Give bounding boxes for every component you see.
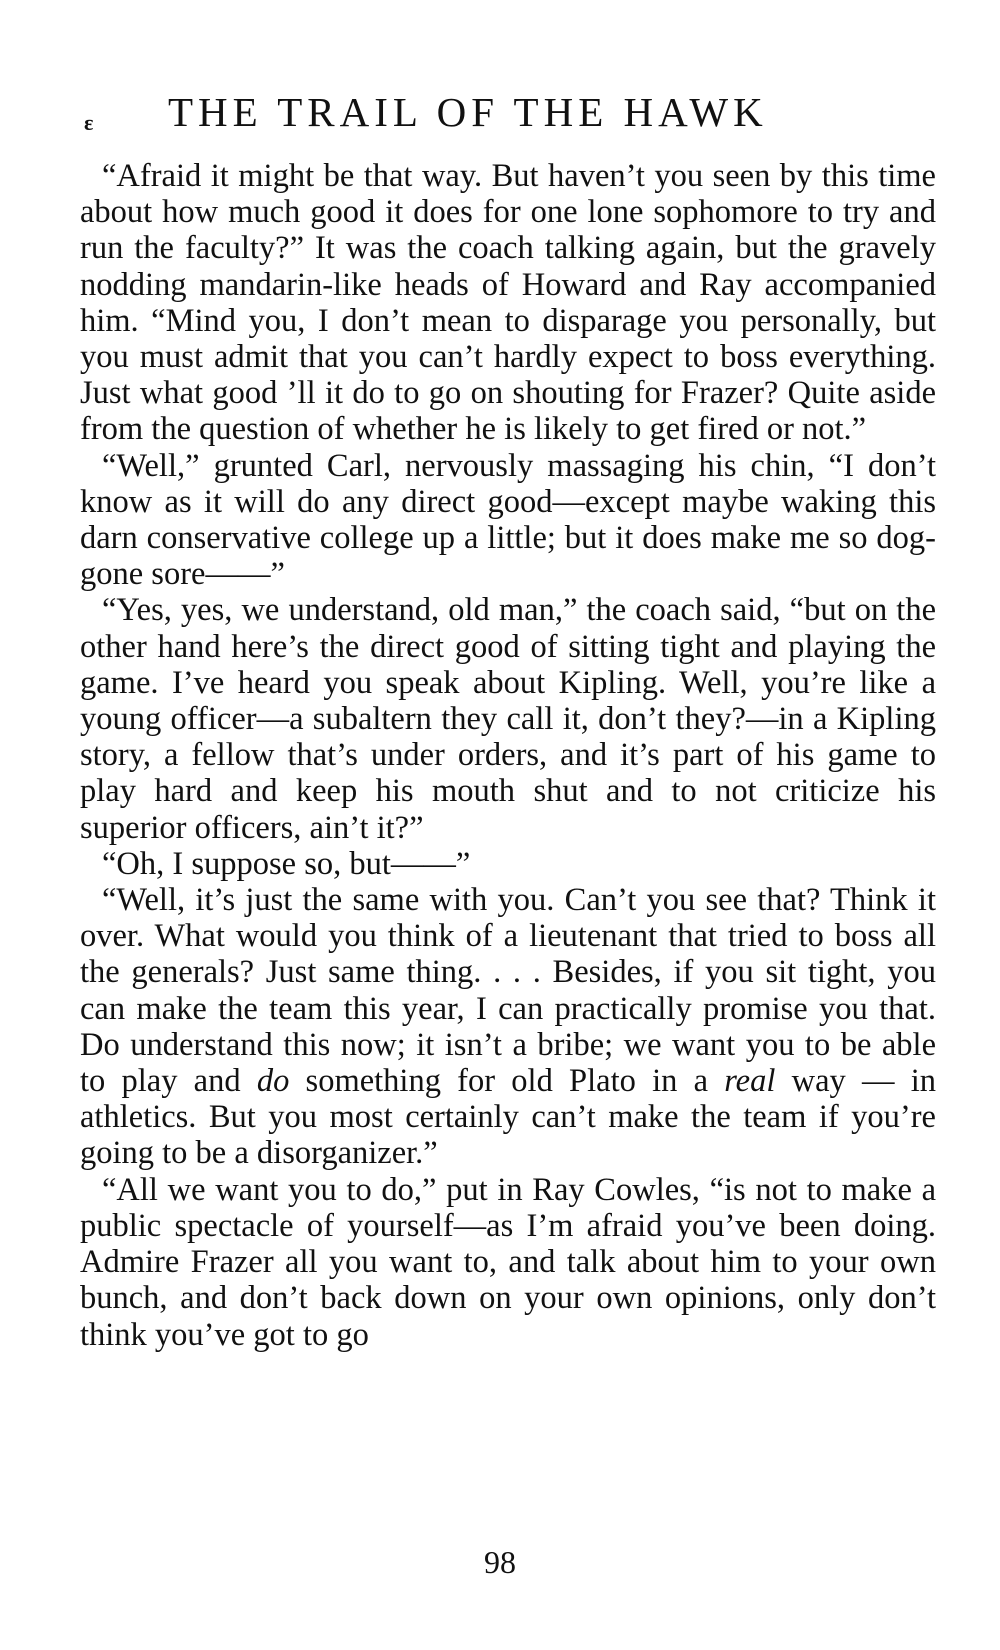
text-run: something for old Plato in a xyxy=(289,1063,725,1100)
page-number: 98 xyxy=(484,1544,516,1580)
italic-text: do xyxy=(256,1063,290,1100)
text-run: “Oh, I suppose so, but——” xyxy=(102,845,471,882)
paragraph xyxy=(80,846,936,882)
running-title: THE TRAIL OF THE HAWK xyxy=(168,89,768,135)
text-run: “Afraid it might be that way. But haven’t you seen by this time about how much good it does for one lone sophomore to try and run the faculty?” It was the coach talking again, but the gravely nodding mandarin-like heads of Howard and Ray accompanied him. “Mind you, I don’t mean to disparage you personally, but you must admit that you can’t hardly expect to boss everything. Just what good ’ll it do to go on shouting for Frazer? Quite aside from the question of whether he is likely to get fired or not.” xyxy=(80,158,936,448)
paragraph xyxy=(80,882,936,1172)
paragraph xyxy=(80,448,936,593)
body-text xyxy=(80,158,936,1353)
paragraph xyxy=(80,592,936,845)
text-run: “Well,” grunted Carl, nervously massaging his chin, “I don’t know as it will do any direct good—except maybe waking this darn conservative college up a little; but it does make me so dog-gone sore——” xyxy=(80,447,936,593)
text-run: way — in athletics. But you most certainly can’t make the team if you’re going to be a disorganizer.” xyxy=(80,1063,936,1172)
italic-text: real xyxy=(724,1063,776,1100)
text-run: “All we want you to do,” put in Ray Cowles, “is not to make a public spectacle of yourself—as I’m afraid you’ve been doing. Admire Frazer all you want to, and talk about him to your own bunch, and don’t back down on your own opinions, only don’t think you’ve got to go xyxy=(80,1171,936,1353)
paragraph xyxy=(80,1172,936,1353)
running-head xyxy=(0,84,1000,140)
text-run: “Yes, yes, we understand, old man,” the coach said, “but on the other hand here’s the direct good of sitting tight and playing the game. I’ve heard you speak about Kipling. Well, you’re like a young officer—a subaltern they call it, don’t they?—in a Kipling story, a fellow that’s under orders, and it’s part of his game to play hard and keep his mouth shut and to not criticize his superior officers, ain’t it?” xyxy=(80,592,936,846)
text-run: “Well, it’s just the same with you. Can’t you see that? Think it over. What would you think of a lieutenant that tried to boss all the generals? Just same thing. . . . Besides, if you sit tight, you can make the team this year, I can practically promise you that. Do understand this now; it isn’t a bribe; we want you to be able to play and xyxy=(80,882,936,1100)
paragraph xyxy=(80,158,936,448)
printer-mark: ε xyxy=(84,110,94,135)
